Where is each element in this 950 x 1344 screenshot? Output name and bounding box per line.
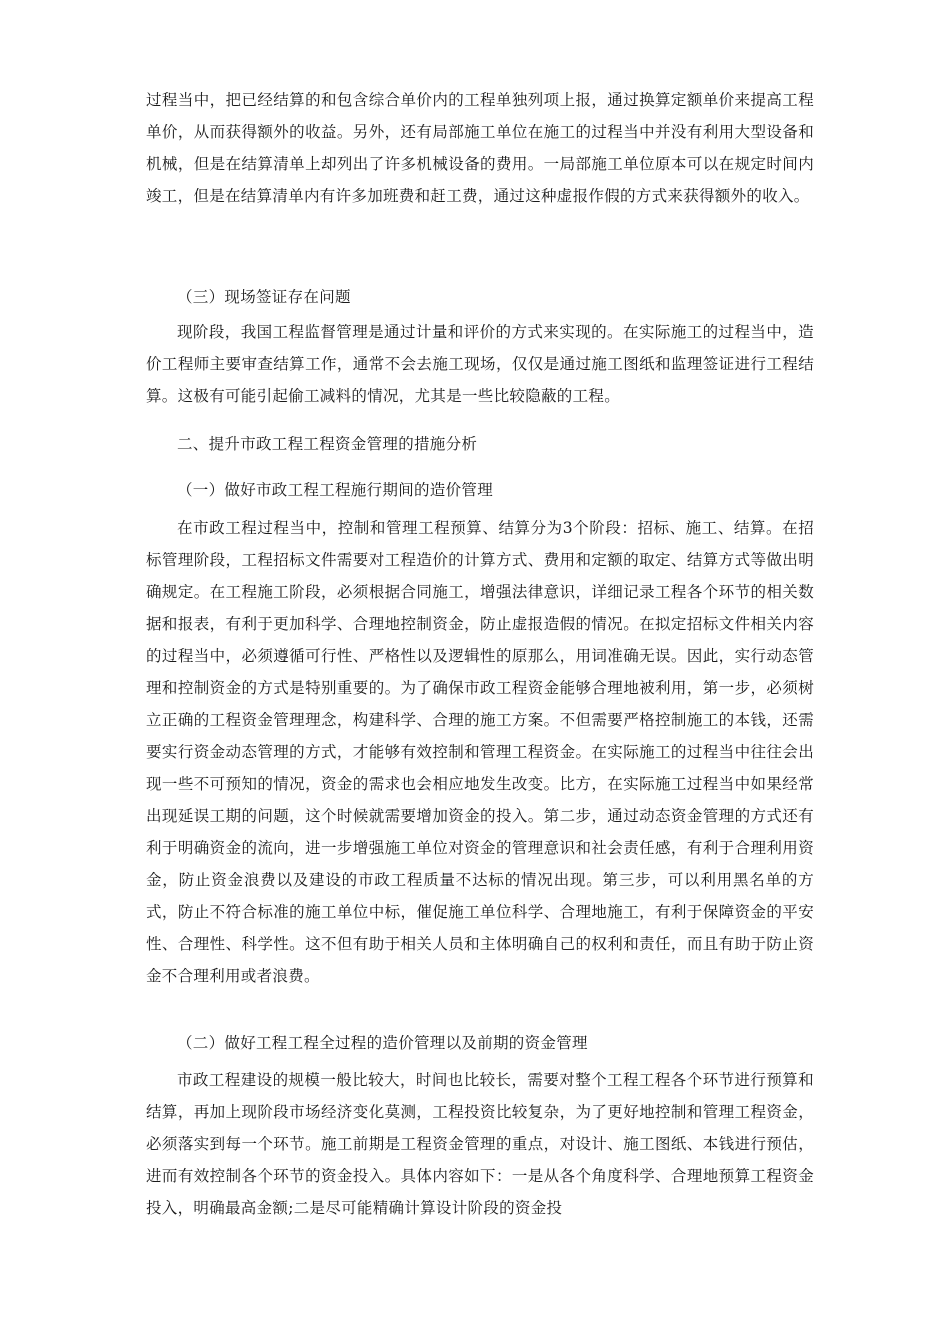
body-paragraph: 现阶段，我国工程监督管理是通过计量和评价的方式来实现的。在实际施工的过程当中，造价工程师主要审查结算工作，通常不会去施工现场，仅仅是通过施工图纸和监理签证进行工程结算。这极有可能引起偷工减料的情况，尤其是一些比较隐蔽的工程。: [146, 323, 814, 405]
section-heading-2-2: （二）做好工程工程全过程的造价管理以及前期的资金管理: [177, 1034, 588, 1052]
chapter-heading-2: 二、提升市政工程工程资金管理的措施分析: [177, 435, 478, 453]
body-paragraph: 市政工程建设的规模一般比较大，时间也比较长，需要对整个工程工程各个环节进行预算和结算，再加上现阶段市场经济变化莫测，工程投资比较复杂，为了更好地控制和管理工程资金，必须落实到每一个环节。施工前期是工程资金管理的重点，对设计、施工图纸、本钱进行预估，进而有效控制各个环节的资金投入。具体内容如下：一是从各个角度科学、合理地预算工程资金投入，明确最高金额;二是尽可能精确计算设计阶段的资金投: [146, 1071, 814, 1217]
section-heading-2-1: （一）做好市政工程工程施行期间的造价管理: [177, 481, 494, 499]
section-heading-3: （三）现场签证存在问题: [177, 288, 351, 306]
body-paragraph: 在市政工程过程当中，控制和管理工程预算、结算分为3个阶段：招标、施工、结算。在招标管理阶段，工程招标文件需要对工程造价的计算方式、费用和定额的取定、结算方式等做出明确规定。在工程施工阶段，必须根据合同施工，增强法律意识，详细记录工程各个环节的相关数据和报表，有利于更加科学、合理地控制资金，防止虚报造假的情况。在拟定招标文件相关内容的过程当中，必须遵循可行性、严格性以及逻辑性的原那么，用词准确无误。因此，实行动态管理和控制资金的方式是特别重要的。为了确保市政工程资金能够合理地被利用，第一步，必须树立正确的工程资金管理理念，构建科学、合理的施工方案。不但需要严格控制施工的本钱，还需要实行资金动态管理的方式，才能够有效控制和管理工程资金。在实际施工的过程当中往往会出现一些不可预知的情况，资金的需求也会相应地发生改变。比方，在实际施工过程当中如果经常出现延误工期的问题，这个时候就需要增加资金的投入。第二步，通过动态资金管理的方式还有利于明确资金的流向，进一步增强施工单位对资金的管理意识和社会责任感，有利于合理利用资金，防止资金浪费以及建设的市政工程质量不达标的情况出现。第三步，可以利用黑名单的方式，防止不符合标准的施工单位中标，催促施工单位科学、合理地施工，有利于保障资金的平安性、合理性、科学性。这不但有助于相关人员和主体明确自己的权利和责任，而且有助于防止资金不合理利用或者浪费。: [146, 519, 814, 985]
body-paragraph: 过程当中，把已经结算的和包含综合单价内的工程单独列项上报，通过换算定额单价来提高工程单价，从而获得额外的收益。另外，还有局部施工单位在施工的过程当中并没有利用大型设备和机械，但是在结算清单上却列出了许多机械设备的费用。一局部施工单位原本可以在规定时间内竣工，但是在结算清单内有许多加班费和赶工费，通过这种虚报作假的方式来获得额外的收入。: [146, 91, 814, 205]
